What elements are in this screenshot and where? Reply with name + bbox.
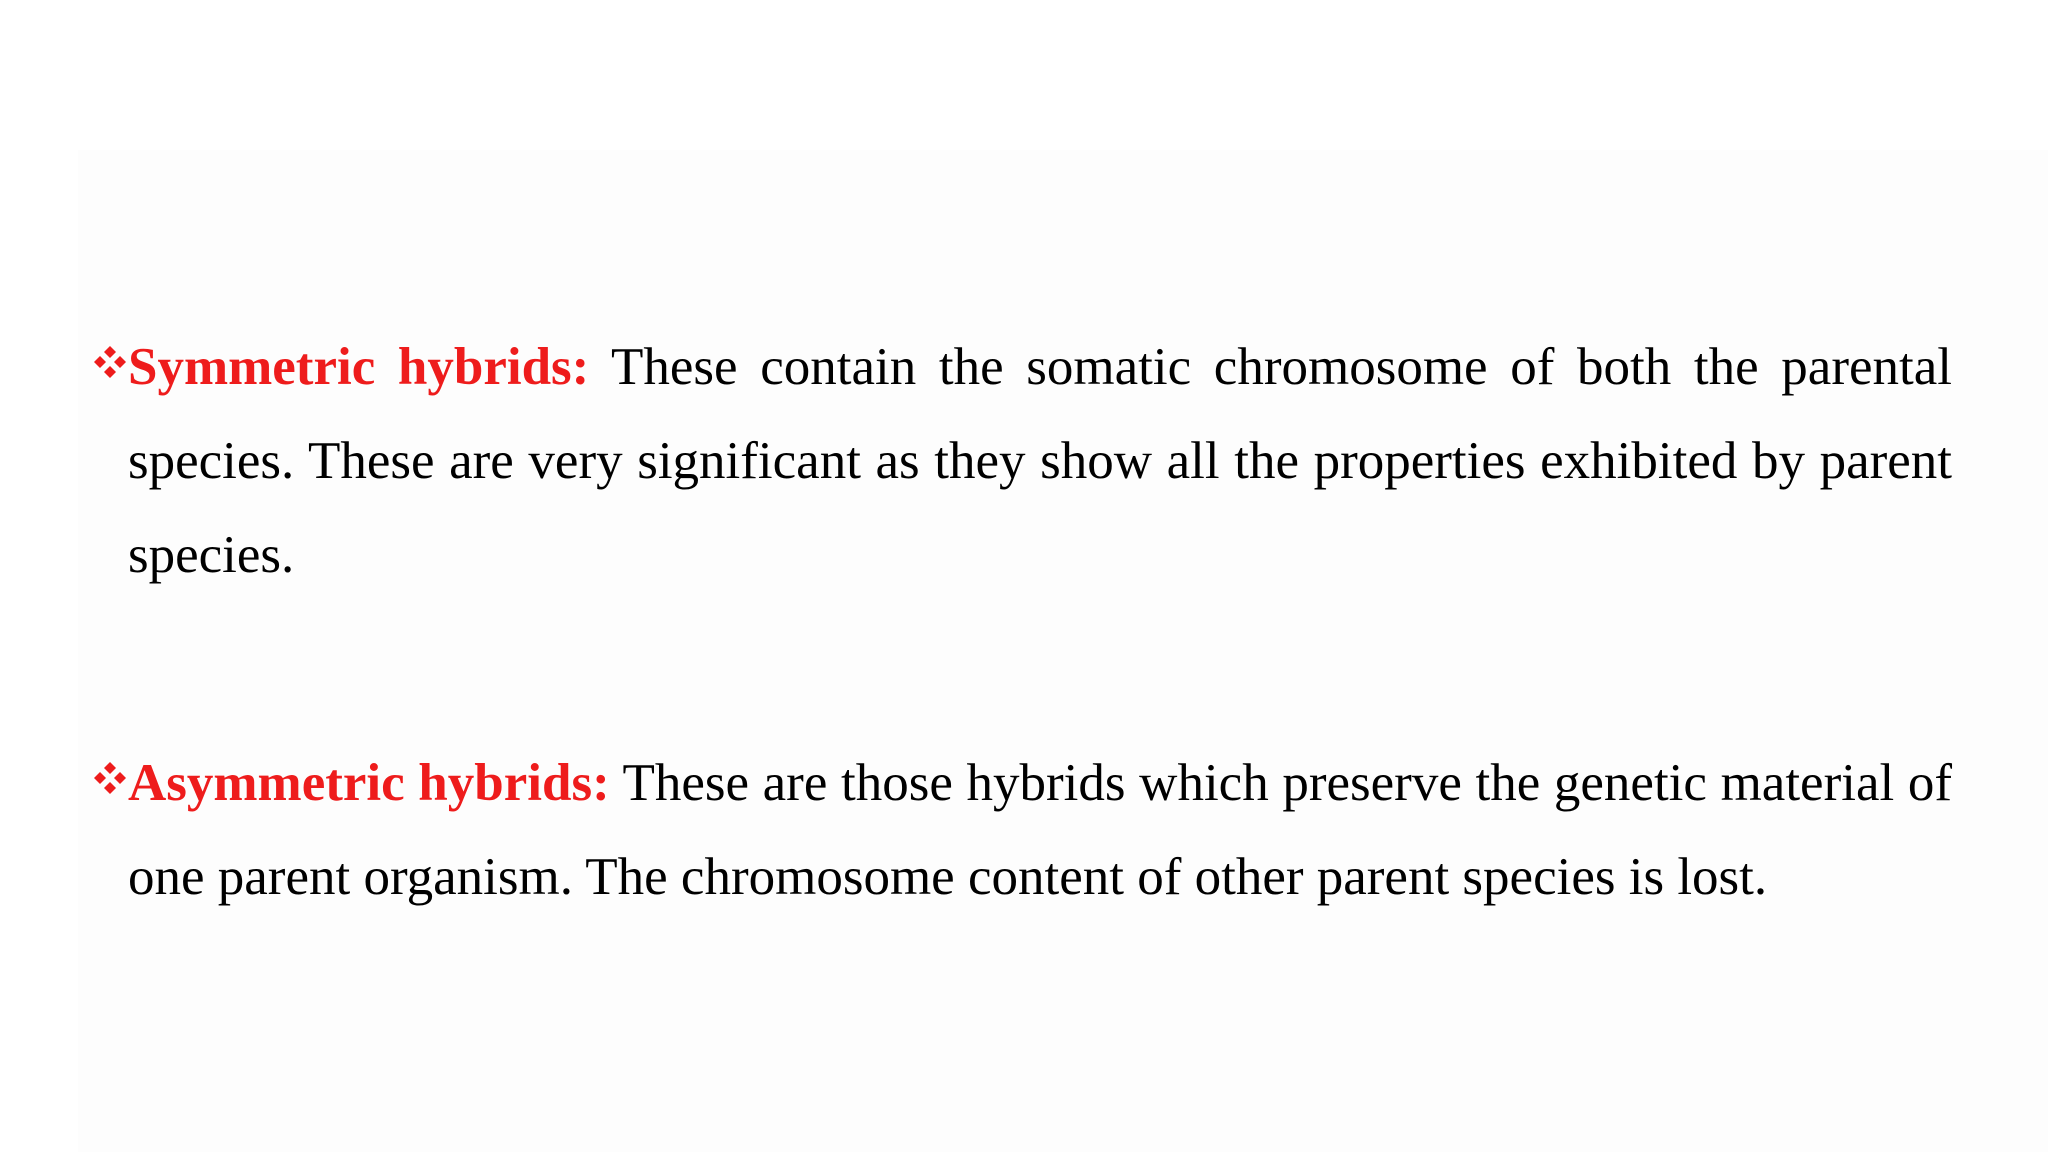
- bullet-asymmetric-hybrids: [92, 736, 1952, 924]
- bullet-symmetric-hybrids: [92, 320, 1952, 602]
- bullet-text: These contain the somatic chromosome of both the parental species. These are very significant as they show all the properties exhibited by parent species.: [128, 338, 1952, 584]
- bullet-text: These are those hybrids which preserve the genetic material of one parent organism. The chromosome content of other parent species is lost.: [128, 754, 1952, 906]
- diamond-bullet-icon: [92, 344, 128, 380]
- bullet-term: Asymmetric hybrids:: [128, 754, 610, 812]
- bullet-term: Symmetric hybrids:: [128, 338, 590, 396]
- diamond-bullet-icon: [92, 760, 128, 796]
- content-panel: [78, 150, 2048, 1152]
